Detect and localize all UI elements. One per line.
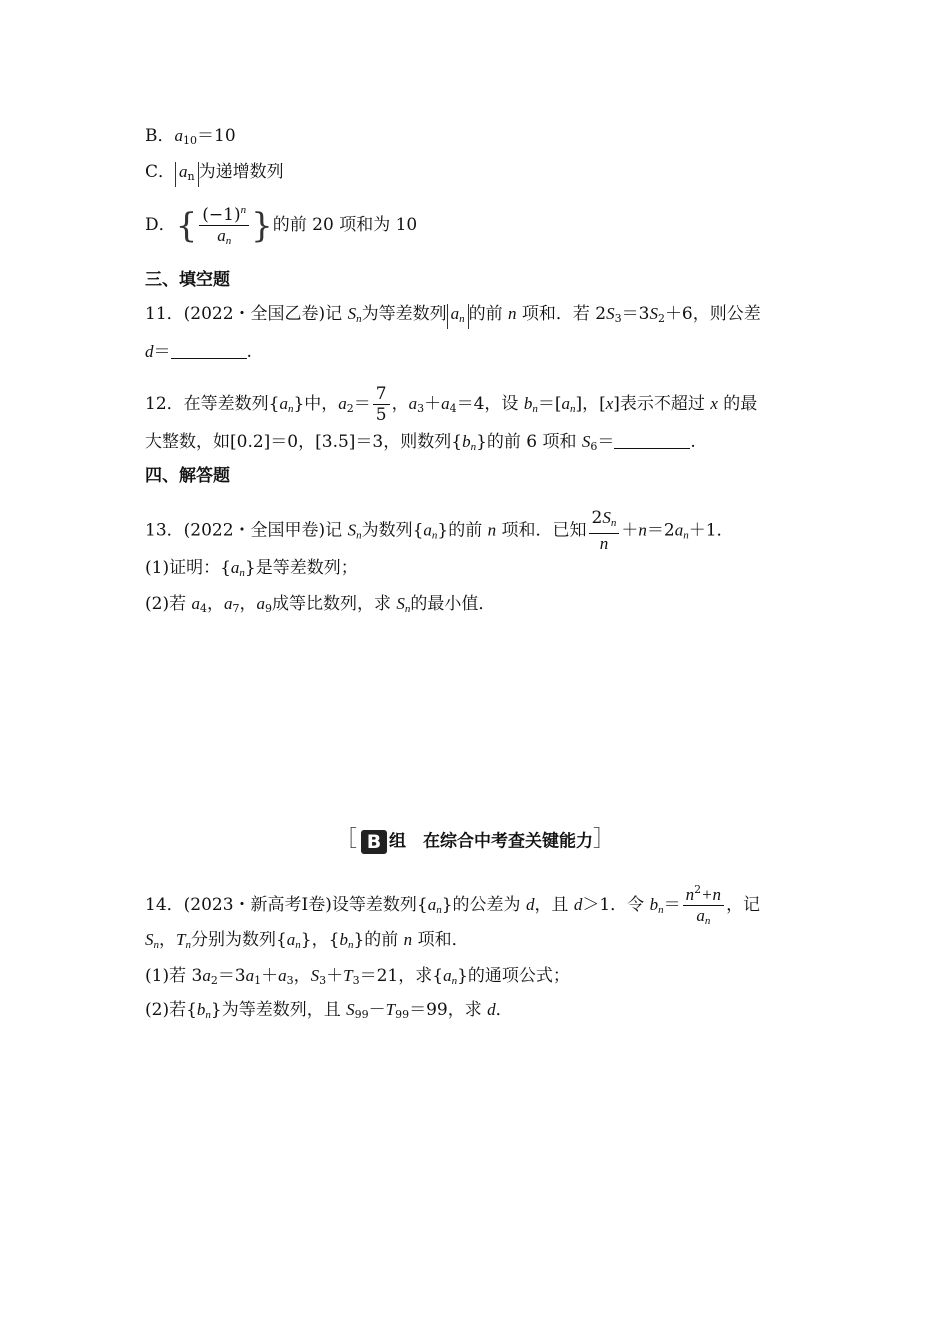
answer-blank[interactable] — [171, 342, 247, 359]
fraction: $\frac{(-1)^n}{a_n}$ — [199, 200, 249, 251]
question-11-line-1: 11．(2022・全国乙卷)记 $S_n$为等差数列 $a_n$ 的前 n 项和．若 $2S_3=3S_2+6$，则公差 — [145, 302, 761, 331]
section-b-banner: ［ B 组 在综合中考查关键能力］ — [334, 827, 616, 853]
right-brace: } — [251, 205, 273, 246]
answer-blank[interactable] — [614, 432, 690, 449]
question-13-part-1: (1)证明：$\{a_n\}$是等差数列； — [145, 558, 358, 579]
question-14-line-2: $S_n$，$T_n$分别为数列$\{a_n\}$，$\{b_n\}$的前 n 项和． — [145, 930, 469, 951]
braced-sequence: $a_n$ — [175, 162, 199, 187]
group-b-badge: B — [361, 830, 387, 854]
section-heading-fill-blank: 三、填空题 — [145, 270, 230, 290]
question-13-stem: 13．(2022・全国甲卷)记 $S_n$为数列$\{a_n\}$的前 n 项和．已知 $\frac{2S_n}{n}$ $+n=2a_n+1$． — [145, 508, 734, 553]
option-d: D．{ $\frac{(-1)^n}{a_n}$ }的前 20 项和为 10 — [145, 200, 417, 251]
question-14-line-1: 14．(2023・新高考Ⅰ卷)设等差数列$\{a_n\}$的公差为 d，且 d＞1．令 $b_n=$ $\frac{n^2+n}{a_n}$ ，记 — [145, 880, 760, 931]
fraction-2sn-over-n: $\frac{2S_n}{n}$ — [589, 508, 620, 554]
question-14-part-2: (2)若$\{b_n\}$为等差数列，且 $S_{99}-T_{99}=99$，求 d． — [145, 1000, 513, 1021]
option-c: C． $a_n$ 为递增数列 — [145, 160, 284, 187]
question-12-line-1: 12．在等差数列$\{a_n\}$中，$a_2=$ $\frac{7}{5}$ ，$a_3+a_4=4$，设 $b_n=[a_n]$，[x]表示不超过 x 的最 — [145, 384, 758, 425]
question-11-line-2: d＝ . — [145, 342, 252, 362]
question-14-part-1: (1)若 $3a_2=3a_1+a_3$，$S_3+T_3=21$，求$\{a_n\}$的通项公式； — [145, 966, 570, 987]
fraction-n2-plus-n-over-an: $\frac{n^2+n}{a_n}$ — [683, 880, 724, 931]
question-13-part-2: (2)若 $a_4$，$a_7$，$a_9$成等比数列，求 $S_n$的最小值． — [145, 594, 496, 615]
question-12-line-2: 大整数，如[0.2]＝0，[3.5]＝3，则数列$\{b_n\}$的前 6 项和 $S_6=$ . — [145, 432, 696, 453]
section-heading-solutions: 四、解答题 — [145, 466, 230, 486]
left-brace: { — [175, 205, 198, 246]
option-b: B．$a_{10}=10$ — [145, 126, 236, 147]
fraction-seven-fifths: $\frac{7}{5}$ — [373, 384, 390, 425]
